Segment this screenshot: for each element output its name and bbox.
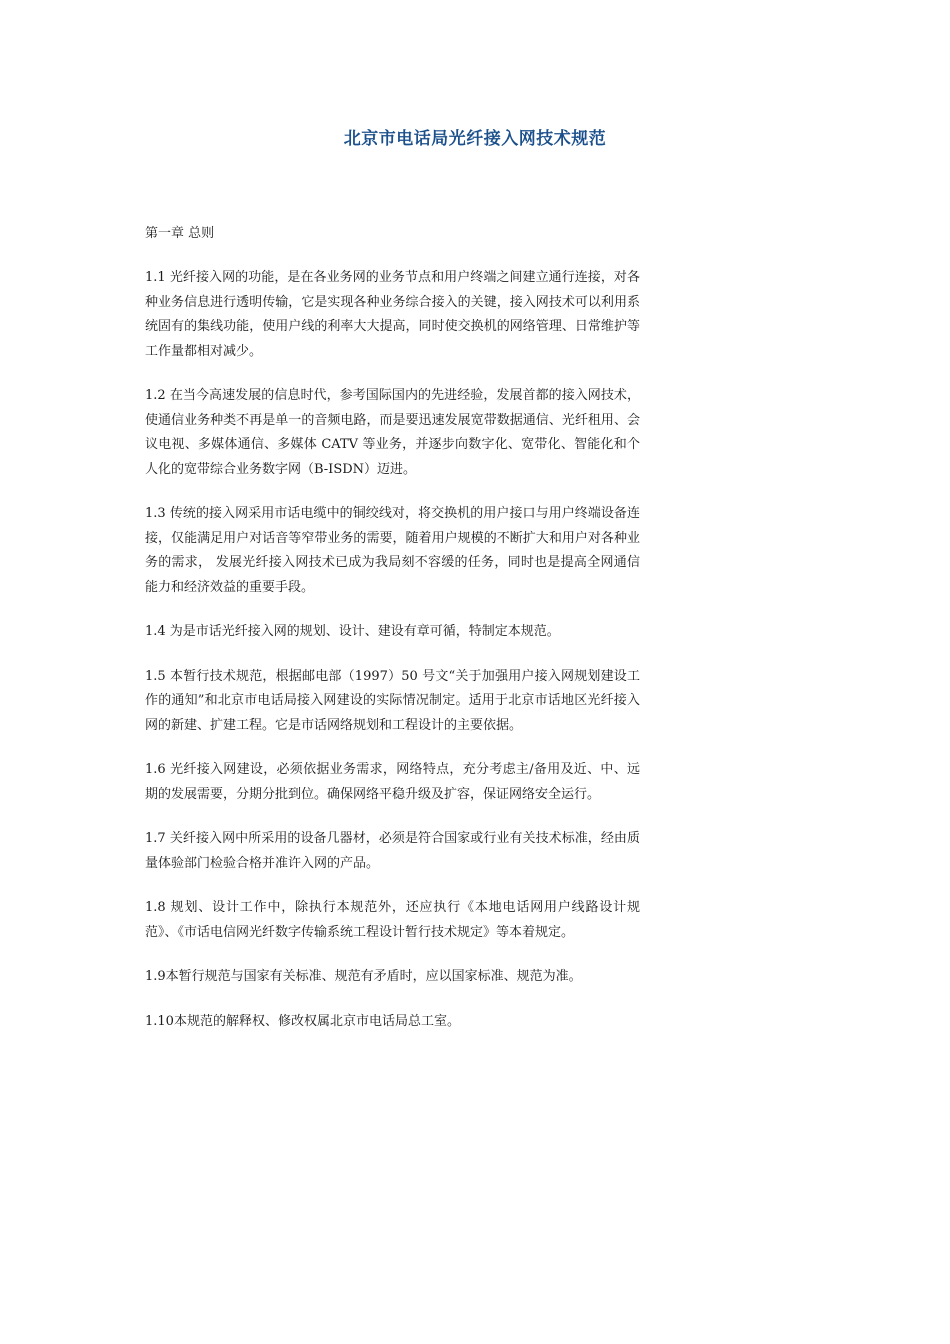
document-title: 北京市电话局光纤接入网技术规范 (343, 129, 607, 149)
document-body (145, 222, 640, 1054)
paragraph-1-6: 1.6 光纤接入网建设，必须依据业务需求，网络特点，充分考虑主/备用及近、中、远期的发展需要，分期分批到位。确保网络平稳升级及扩容，保证网络安全运行。 (145, 762, 640, 802)
paragraph-1-7: 1.7 关纤接入网中所采用的设备几器材，必须是符合国家或行业有关技术标准，经由质量体验部门检验合格并准许入网的产品。 (145, 831, 640, 871)
paragraph-1-9: 1.9本暂行规范与国家有关标准、规范有矛盾时，应以国家标准、规范为准。 (145, 969, 582, 984)
paragraph-1-4: 1.4 为是市话光纤接入网的规划、设计、建设有章可循，特制定本规范。 (145, 624, 560, 639)
paragraph-1-2: 1.2 在当今高速发展的信息时代，参考国际国内的先进经验，发展首都的接入网技术，使通信业务种类不再是单一的音频电路，而是要迅速发展宽带数据通信、光纤租用、会议电视、多媒体通信、多媒体 CATV 等业务，并逐步向数字化、宽带化、智能化和个人化的宽带综合业务数字网（B-ISDN）迈进。 (145, 388, 640, 477)
paragraph-1-8: 1.8 规划、设计工作中，除执行本规范外，还应执行《本地电话网用户线路设计规范》、《市话电信网光纤数字传输系统工程设计暂行技术规定》等本着规定。 (145, 900, 640, 940)
paragraph-1-1: 1.1 光纤接入网的功能，是在各业务网的业务节点和用户终端之间建立通行连接，对各种业务信息进行透明传输，它是实现各种业务综合接入的关键，接入网技术可以利用系统固有的集线功能，使用户线的利率大大提高，同时使交换机的网络管理、日常维护等工作量都相对减少。 (145, 270, 640, 359)
paragraph-1-10: 1.10本规范的解释权、修改权属北京市电话局总工室。 (145, 1013, 460, 1029)
paragraph-1-3: 1.3 传统的接入网采用市话电缆中的铜绞线对，将交换机的用户接口与用户终端设备连接，仅能满足用户对话音等窄带业务的需要，随着用户规模的不断扩大和用户对各种业务的需求， 发展光纤接入网技术已成为我局刻不容缓的任务，同时也是提高全网通信能力和经济效益的重要手段。 (145, 506, 640, 595)
paragraph-1-5: 1.5 本暂行技术规范，根据邮电部（1997）50 号文“关于加强用户接入网规划建设工作的通知”和北京市电话局接入网建设的实际情况制定。适用于北京市话地区光纤接入网的新建、扩建工程。它是市话网络规划和工程设计的主要依据。 (145, 668, 640, 733)
chapter-heading: 第一章 总则 (145, 226, 215, 241)
